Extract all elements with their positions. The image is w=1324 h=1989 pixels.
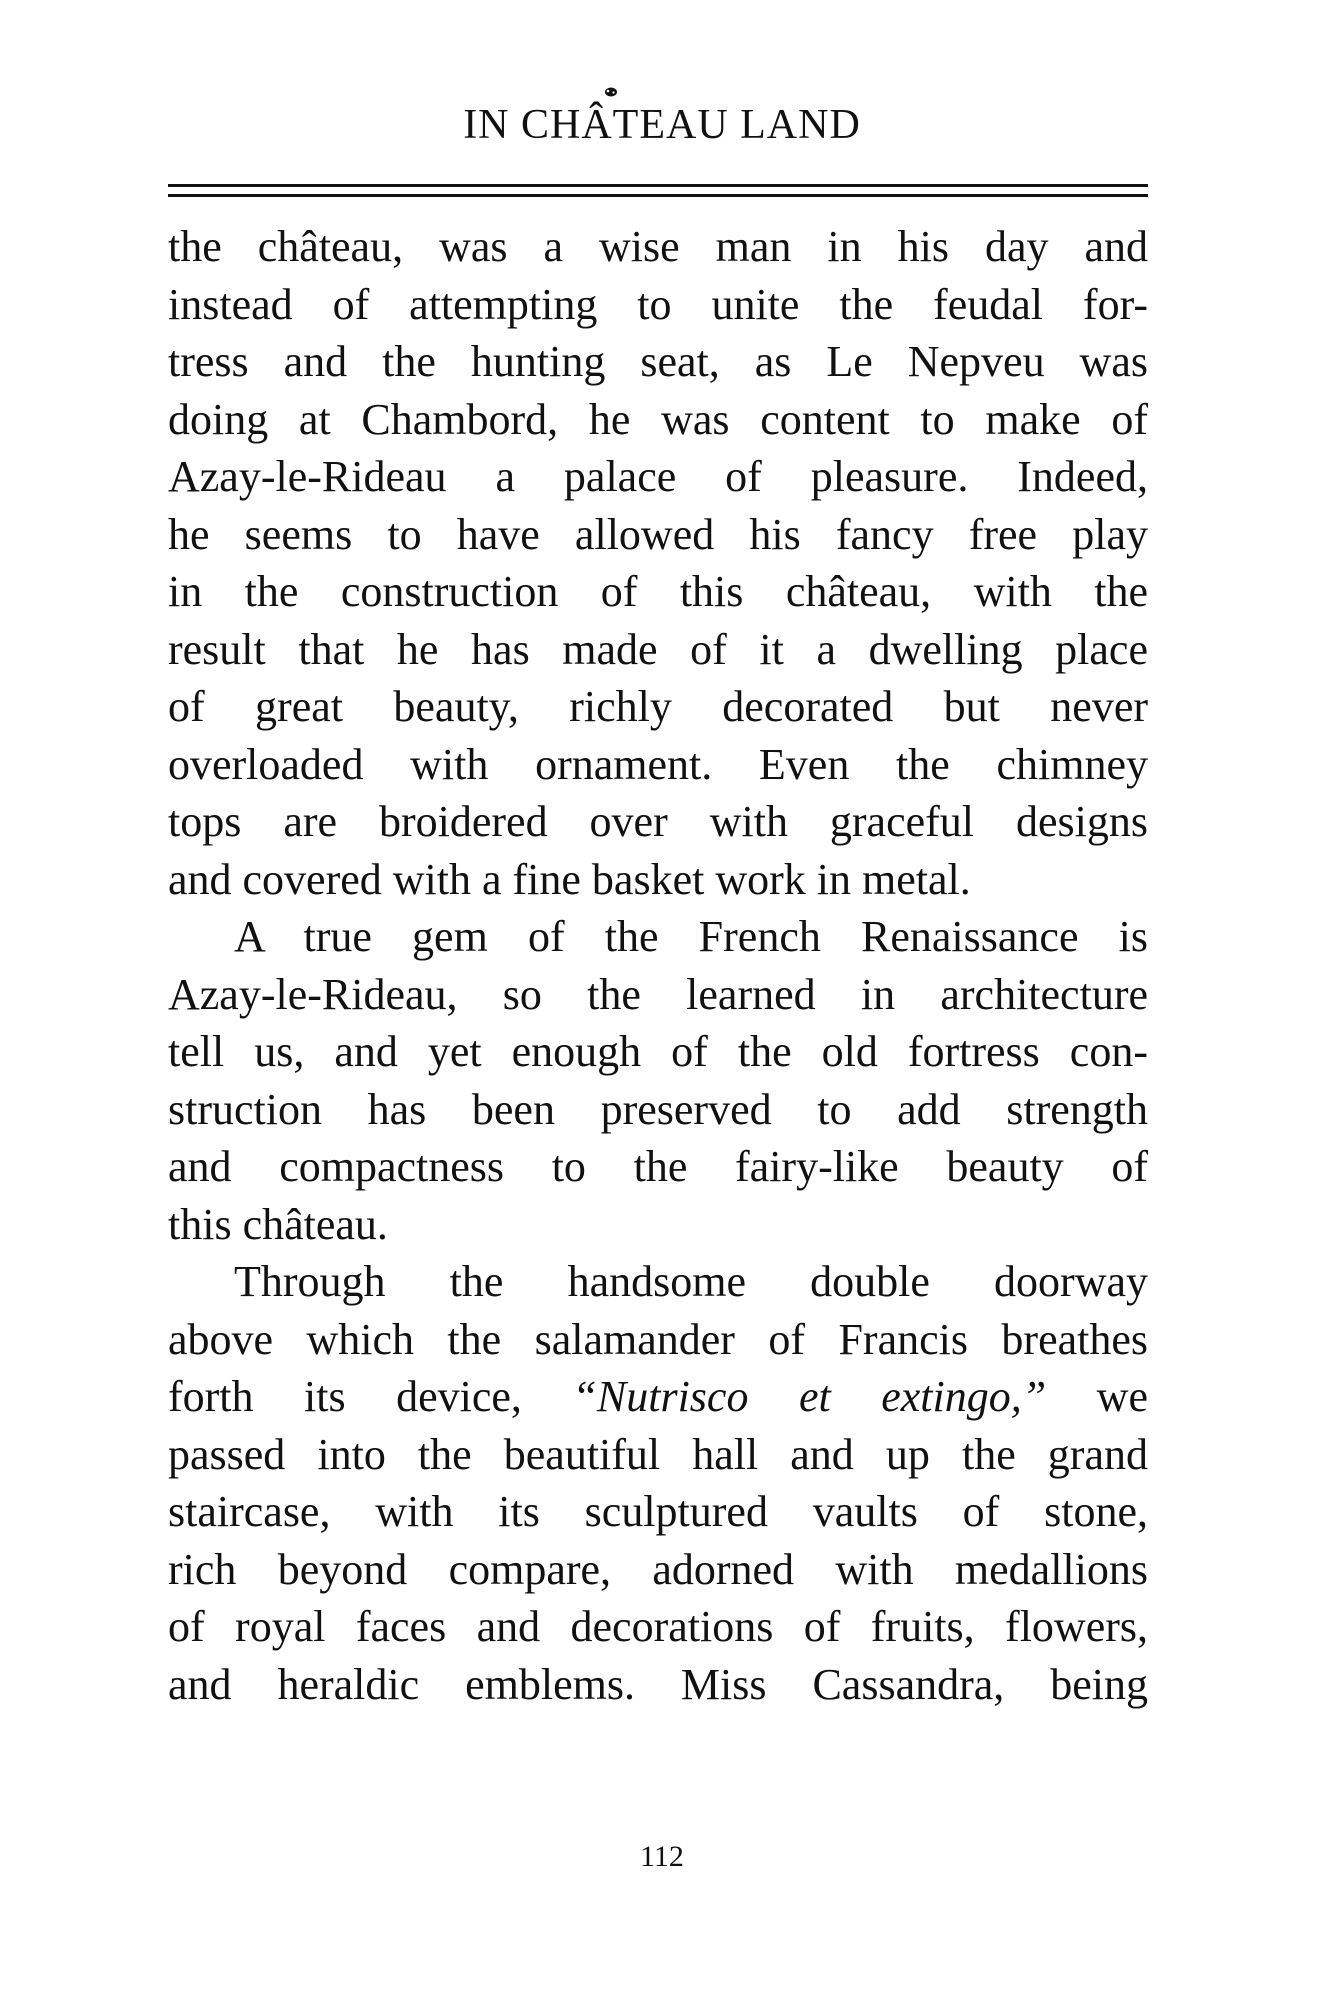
text-line: Azay-le-Rideau a palace of pleasure. Indeed,: [168, 452, 1148, 501]
motto-italic: “Nutrisco et extingo,”: [572, 1372, 1047, 1421]
body-text: [168, 218, 1148, 1713]
text-line: tell us, and yet enough of the old fortress con-: [168, 1027, 1148, 1076]
text-line: he seems to have allowed his fancy free play: [168, 509, 1148, 559]
text-line: above which the salamander of Francis breathes: [168, 1314, 1148, 1364]
text-line: of great beauty, richly decorated but never: [168, 682, 1148, 731]
text-line: in the construction of this château, with the: [168, 567, 1148, 616]
text-line: and compactness to the fairy-like beauty of: [168, 1142, 1148, 1191]
text-line-with-motto: [168, 1368, 1148, 1426]
text-line: overloaded with ornament. Even the chimney: [168, 739, 1148, 789]
text-line: of royal faces and decorations of fruits, flowers,: [168, 1602, 1148, 1651]
motto-tail: we: [1046, 1372, 1148, 1421]
ornament-icon: [604, 86, 618, 98]
text-line: Through the handsome double doorway: [234, 1257, 1148, 1306]
text-line: A true gem of the French Renaissance is: [234, 912, 1148, 961]
page-number: 112: [640, 1840, 684, 1873]
text-line: Azay-le-Rideau, so the learned in architecture: [168, 969, 1148, 1019]
text-line: and heraldic emblems. Miss Cassandra, being: [168, 1659, 1148, 1709]
text-line: this château.: [168, 1199, 388, 1249]
text-line: staircase, with its sculptured vaults of stone,: [168, 1487, 1148, 1536]
text-line: struction has been preserved to add strength: [168, 1084, 1148, 1134]
text-line: result that he has made of it a dwelling place: [168, 624, 1148, 674]
text-line: and covered with a fine basket work in metal.: [168, 854, 971, 904]
text-line: instead of attempting to unite the feudal for-: [168, 279, 1148, 329]
text-line: passed into the beautiful hall and up the grand: [168, 1429, 1148, 1479]
text-line: doing at Chambord, he was content to make of: [168, 394, 1148, 444]
text-line: tress and the hunting seat, as Le Nepveu was: [168, 337, 1148, 386]
text-line: tops are broidered over with graceful designs: [168, 797, 1148, 846]
header-rule-thin: [168, 194, 1148, 197]
running-head: IN CHÂTEAU LAND: [463, 102, 861, 148]
text-line: rich beyond compare, adorned with medallions: [168, 1544, 1148, 1594]
motto-lead: forth its device,: [168, 1372, 573, 1421]
text-line: the château, was a wise man in his day and: [168, 222, 1148, 271]
header-rule-thick: [168, 184, 1148, 187]
